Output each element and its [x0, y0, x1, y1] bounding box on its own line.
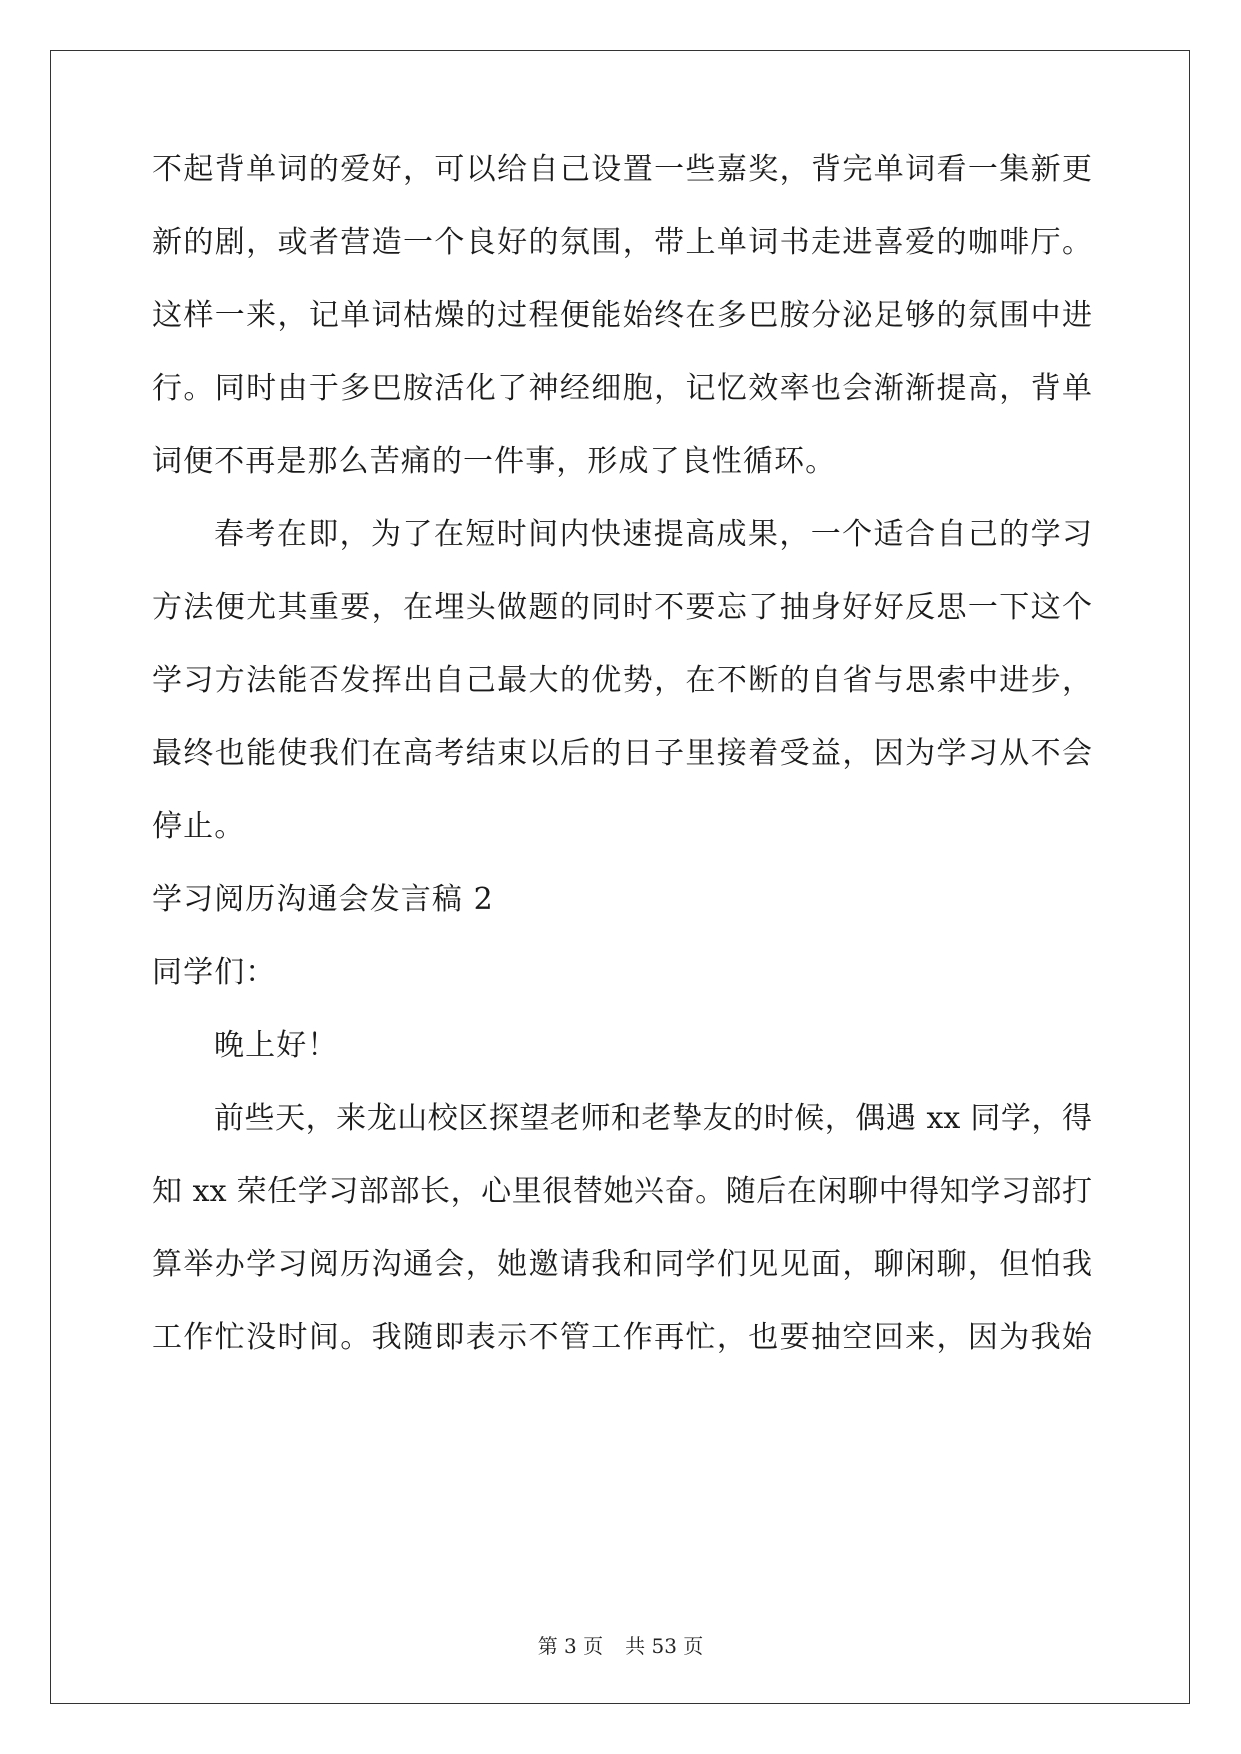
paragraph-line: 学习方法能否发挥出自己最大的优势，在不断的自省与思索中进步，	[152, 663, 1092, 698]
paragraph-line: 工作忙没时间。我随即表示不管工作再忙，也要抽空回来，因为我始	[152, 1320, 1092, 1355]
paragraph-line: 最终也能使我们在高考结束以后的日子里接着受益，因为学习从不会	[152, 736, 1092, 771]
paragraph-line: 停止。	[152, 809, 246, 844]
salutation: 同学们：	[152, 955, 277, 990]
paragraph-line: 不起背单词的爱好，可以给自己设置一些嘉奖，背完单词看一集新更	[152, 152, 1092, 187]
paragraph-line: 知 xx 荣任学习部部长，心里很替她兴奋。随后在闲聊中得知学习部打	[152, 1174, 1092, 1209]
paragraph-line: 新的剧，或者营造一个良好的氛围，带上单词书走进喜爱的咖啡厅。	[152, 225, 1092, 260]
greeting: 晚上好！	[214, 1028, 339, 1063]
section-heading: 学习阅历沟通会发言稿 2	[152, 882, 494, 917]
paragraph-line: 方法便尤其重要，在埋头做题的同时不要忘了抽身好好反思一下这个	[152, 590, 1092, 625]
paragraph-line: 春考在即，为了在短时间内快速提高成果，一个适合自己的学习	[214, 517, 1092, 552]
paragraph-line: 行。同时由于多巴胺活化了神经细胞，记忆效率也会渐渐提高，背单	[152, 371, 1092, 406]
paragraph-line: 前些天，来龙山校区探望老师和老挚友的时候，偶遇 xx 同学，得	[214, 1101, 1092, 1136]
paragraph-line: 词便不再是那么苦痛的一件事，形成了良性循环。	[152, 444, 837, 479]
paragraph-line: 算举办学习阅历沟通会，她邀请我和同学们见见面，聊闲聊，但怕我	[152, 1247, 1092, 1282]
page-number: 第 3 页	[537, 1634, 604, 1658]
page-footer	[0, 1634, 1241, 1658]
page-total: 共 53 页	[625, 1634, 704, 1658]
paragraph-line: 这样一来，记单词枯燥的过程便能始终在多巴胺分泌足够的氛围中进	[152, 298, 1092, 333]
